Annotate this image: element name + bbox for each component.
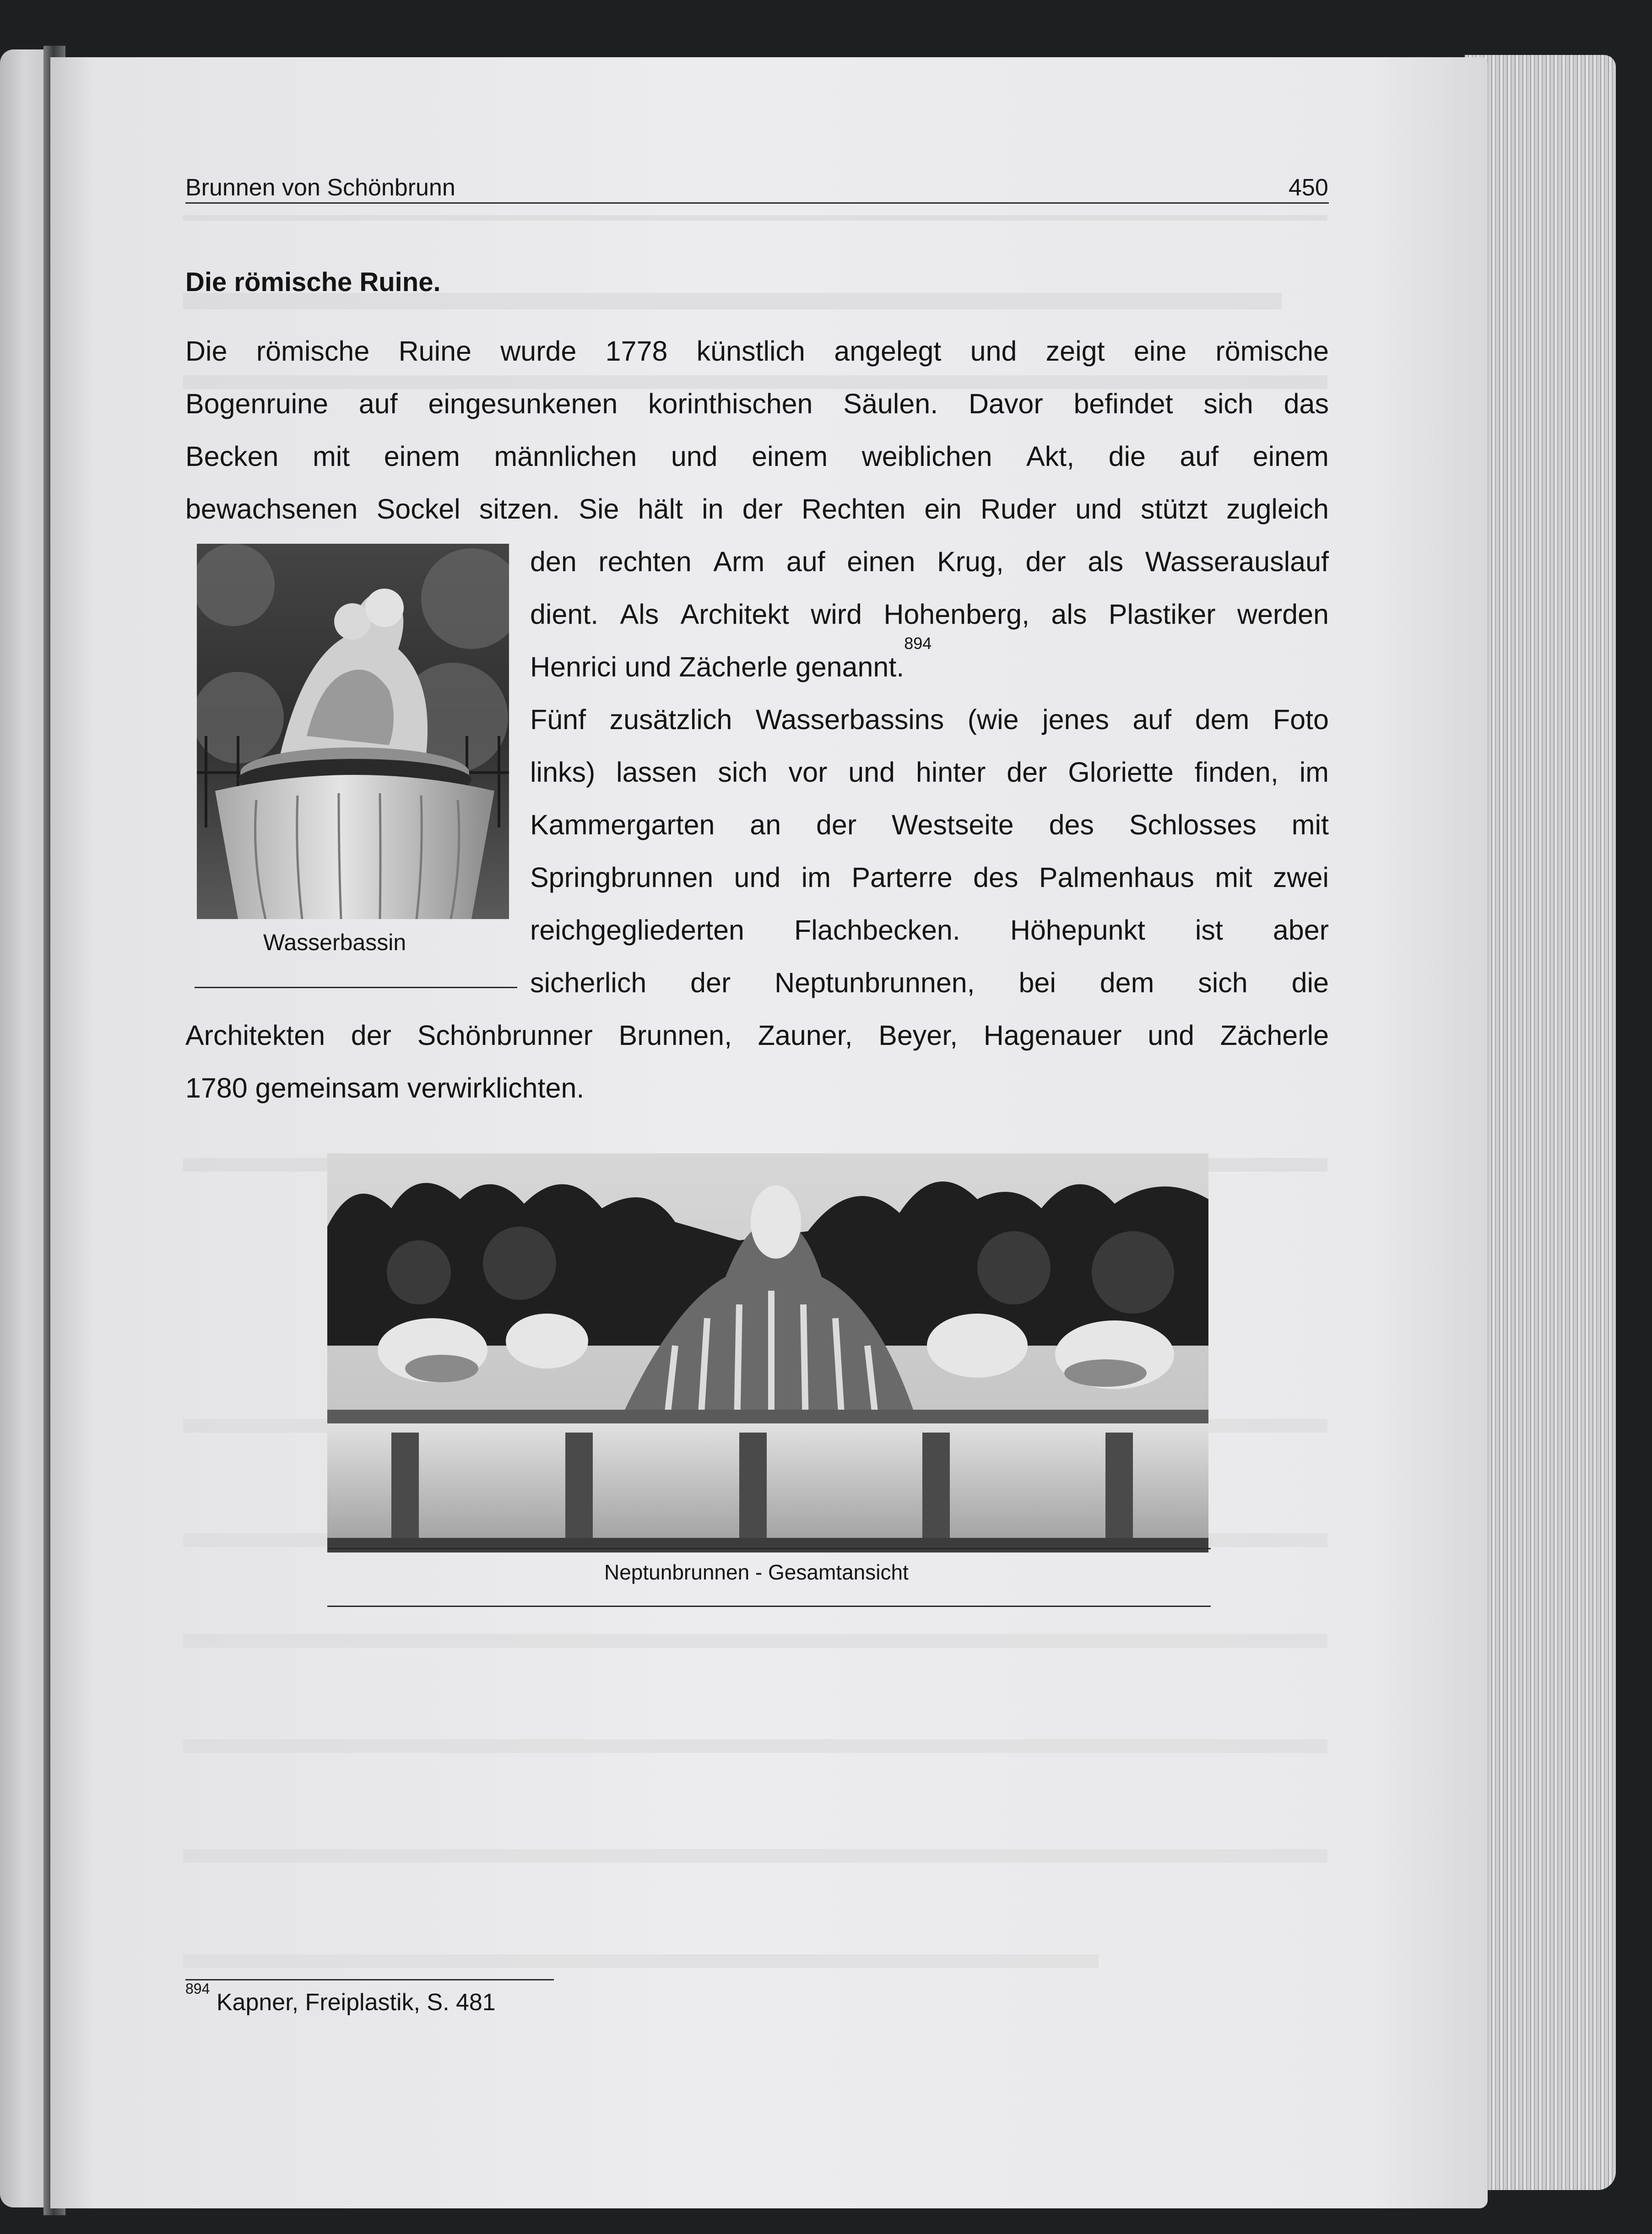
neptune-fountain-photo	[327, 1153, 1208, 1552]
neptune-photo-rule	[327, 1548, 1211, 1549]
body-line: sicherlich der Neptunbrunnen, bei dem sich die	[530, 967, 1329, 998]
basin-caption-rule	[195, 987, 517, 988]
page-number: 450	[1289, 174, 1328, 201]
body-line: Die römische Ruine wurde 1778 künstlich angelegt und zeigt eine römische	[185, 335, 1329, 367]
body-line: bewachsenen Sockel sitzen. Sie hält in der Rechten ein Ruder und stützt zugleich	[185, 493, 1329, 525]
footnote-rule	[185, 1979, 554, 1980]
body-line: Springbrunnen und im Parterre des Palmenhaus mit zwei	[530, 862, 1329, 893]
basin-caption: Wasserbassin	[263, 930, 406, 955]
body-line: 1780 gemeinsam verwirklichten.	[185, 1072, 585, 1103]
footnote	[185, 1980, 496, 2016]
body-line: reichgegliederten Flachbecken. Höhepunkt ist aber	[530, 914, 1329, 946]
neptune-fountain-photo-image	[327, 1153, 1208, 1552]
header-rule	[185, 202, 1329, 204]
neptune-caption-rule	[327, 1606, 1211, 1607]
section-heading: Die römische Ruine.	[185, 267, 441, 297]
footnote-reference: 894	[904, 634, 932, 653]
footnote-number: 894	[185, 1980, 210, 1997]
basin-photo-image	[197, 544, 509, 919]
running-header-title: Brunnen von Schönbrunn	[185, 174, 455, 201]
body-line: Architekten der Schönbrunner Brunnen, Zauner, Beyer, Hagenauer und Zächerle	[185, 1020, 1329, 1051]
body-line: Henrici und Zächerle genannt.	[530, 651, 905, 682]
footnote-text: Kapner, Freiplastik, S. 481	[216, 1989, 496, 2016]
body-line: links) lassen sich vor und hinter der Gloriette finden, im	[530, 757, 1329, 788]
body-line-with-footnote	[530, 634, 1329, 684]
body-line: Fünf zusätzlich Wasserbassins (wie jenes auf dem Foto	[530, 704, 1329, 735]
basin-photo	[197, 544, 509, 919]
neptune-caption: Neptunbrunnen - Gesamtansicht	[604, 1560, 909, 1584]
body-line: Kammergarten an der Westseite des Schlosses mit	[530, 809, 1329, 840]
body-line: Bogenruine auf eingesunkenen korinthischen Säulen. Davor befindet sich das	[185, 388, 1329, 419]
body-line: dient. Als Architekt wird Hohenberg, als Plastiker werden	[530, 599, 1329, 630]
body-line: Becken mit einem männlichen und einem weiblichen Akt, die auf einem	[185, 441, 1329, 472]
body-line: den rechten Arm auf einen Krug, der als Wasserauslauf	[530, 546, 1329, 577]
